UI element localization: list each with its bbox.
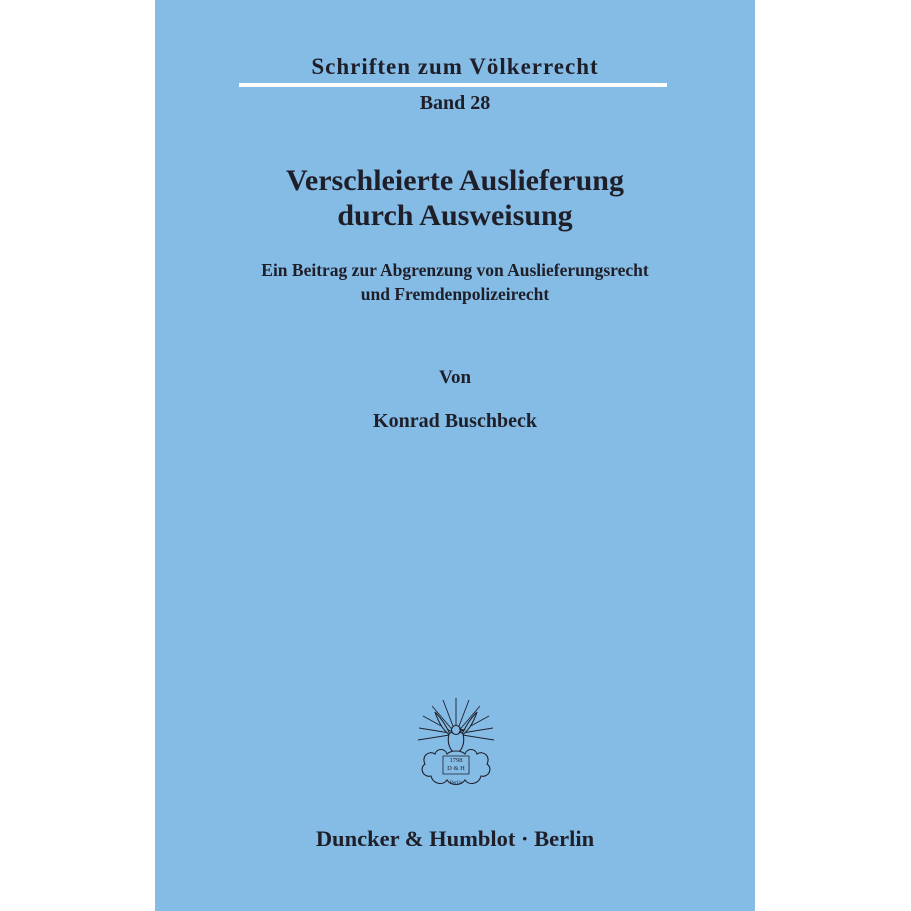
book-subtitle <box>155 258 755 306</box>
series-title: Schriften zum Völkerrecht <box>311 54 599 79</box>
publisher-name: Duncker & Humblot · Berlin <box>315 826 595 851</box>
series-divider <box>239 83 667 87</box>
svg-text:D & H: D & H <box>447 765 465 772</box>
svg-text:Berlin: Berlin <box>449 781 463 786</box>
publisher-emblem-icon <box>413 694 499 794</box>
volume-number: Band 28 <box>419 92 491 114</box>
by-label: Von <box>438 367 472 388</box>
book-title <box>155 163 755 233</box>
book-subtitle-line-1: Ein Beitrag zur Abgrenzung von Auslieferungsrecht <box>261 260 649 280</box>
book-subtitle-line-2: und Fremdenpolizeirecht <box>360 284 550 304</box>
author-name: Konrad Buschbeck <box>373 410 537 432</box>
book-title-line-1: Verschleierte Auslieferung <box>286 164 624 197</box>
svg-text:1798: 1798 <box>449 757 463 764</box>
book-cover <box>155 0 755 911</box>
book-title-line-2: durch Ausweisung <box>337 199 573 232</box>
